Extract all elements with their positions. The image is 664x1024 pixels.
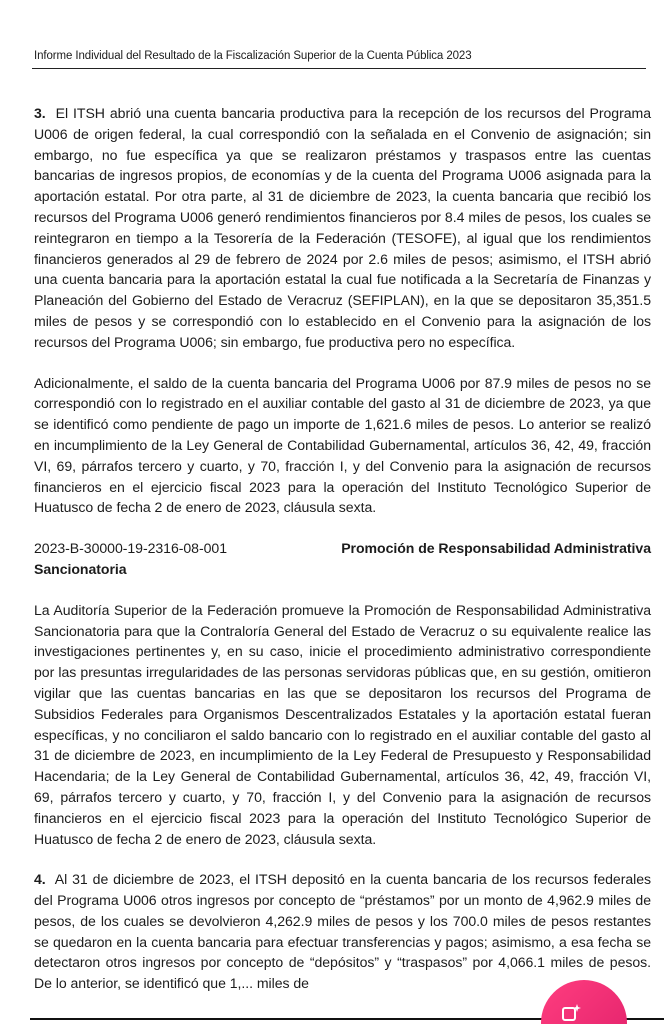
section-3-number: 3. [34,105,46,121]
recommendation-title-line-1: Promoción de Responsabilidad Administrativa [341,540,651,557]
section-4-number: 4. [34,871,46,888]
document-body [34,103,651,994]
report-header-title: Informe Individual del Resultado de la Fiscalización Superior de la Cuenta Pública 2023 [34,50,472,62]
section-3-paragraph-1 [34,103,651,353]
recommendation-title-line-2: Sancionatoria [34,560,127,577]
magic-edit-icon [561,1002,583,1024]
section-4-text-1: Al 31 de diciembre de 2023, el ITSH depositó en la cuenta bancaria de los recursos federales del Programa U006 otros ingresos por concepto de “préstamos” por un monto de 4,962.9 miles de pesos, de los cuales se devolvieron 4,262.9 miles de pesos y los 700.0 miles de pesos restantes se quedaron en la cuenta bancaria para efectuar transferencias y pagos; asimismo, a esa fecha se detectaron otros ingresos por concepto de “depósitos” y “traspasos” por 4,066.1 miles de pesos. De lo anterior, se identificó que 1,... miles de [34,871,651,992]
section-3-paragraph-2: Adicionalmente, el saldo de la cuenta bancaria del Programa U006 por 87.9 miles de pesos no se correspondió con lo registrado en el auxiliar contable del gasto al 31 de diciembre de 2023, ya que se identificó como pendiente de pago un importe de 1,621.6 miles de pesos. Lo anterior se realizó en incumplimiento de la Ley General de Contabilidad Gubernamental, artículos 36, 42, 49, fracción VI, 69, párrafos tercero y cuarto, y 70, fracción I, y del Convenio para la asignación de recursos financieros en el ejercicio fiscal 2023 para la operación del Instituto Tecnológico Superior de Huatusco de fecha 2 de enero de 2023, cláusula sexta. [34,374,651,516]
section-3-text-1: El ITSH abrió una cuenta bancaria productiva para la recepción de los recursos del Programa U006 de origen federal, la cual correspondió con la señalada en el Convenio de asignación; sin embargo, no fue específica ya que se realizaron préstamos y traspasos entre las cuentas bancarias de ingresos propios, de economías y de la cuenta del Programa U006 asignada para la aportación estatal. Por otra parte, al 31 de diciembre de 2023, la cuenta bancaria que recibió los recursos del Programa U006 generó rendimientos financieros por 8.4 miles de pesos, los cuales se reintegraron en tiempo a la Tesorería de la Federación (TESOFE), al igual que los rendimientos financieros generados al 29 de febrero de 2024 por 2.6 miles de pesos; asimismo, el ITSH abrió una cuenta bancaria para la aportación estatal la cual fue notificada a la Secretaría de Finanzas y Planeación del Gobierno del Estado de Veracruz (SEFIPLAN), en la que se depositaron 35,351.5 miles de pesos y se correspondió con lo establecido en el Convenio para la asignación de los recursos del Programa U006; sin embargo, fue productiva pero no específica. [34,105,652,350]
recommendation-heading [34,538,651,559]
recommendation-code: 2023-B-30000-19-2316-08-001 [34,540,227,557]
recommendation-body: La Auditoría Superior de la Federación promueve la Promoción de Responsabilidad Administrativa Sancionatoria para que la Contraloría General del Estado de Veracruz o su equivalente realice las investigaciones pertinentes y, en su caso, inicie el procedimiento administrativo correspondiente por las presuntas irregularidades de las personas servidoras públicas que, en su gestión, omitieron vigilar que las cuentas bancarias en las que se depositaron los recursos del Programa de Subsidios Federales para Organismos Descentralizados Estatales y la aportación estatal fueran específicas, y no conciliaron el saldo bancario con lo registrado en el auxiliar contable del gasto al 31 de diciembre de 2023, en incumplimiento de la Ley Federal de Presupuesto y Responsabilidad Hacendaria; de la Ley General de Contabilidad Gubernamental, artículos 36, 42, 49, fracción VI, 69, párrafos tercero y cuarto, y 70, fracción I, y del Convenio para la asignación de recursos financieros en el ejercicio fiscal 2023 para la operación del Instituto Tecnológico Superior de Huatusco de fecha 2 de enero de 2023, cláusula sexta. [34,601,651,847]
header-divider [32,68,646,69]
section-4-paragraph-1 [34,869,651,994]
